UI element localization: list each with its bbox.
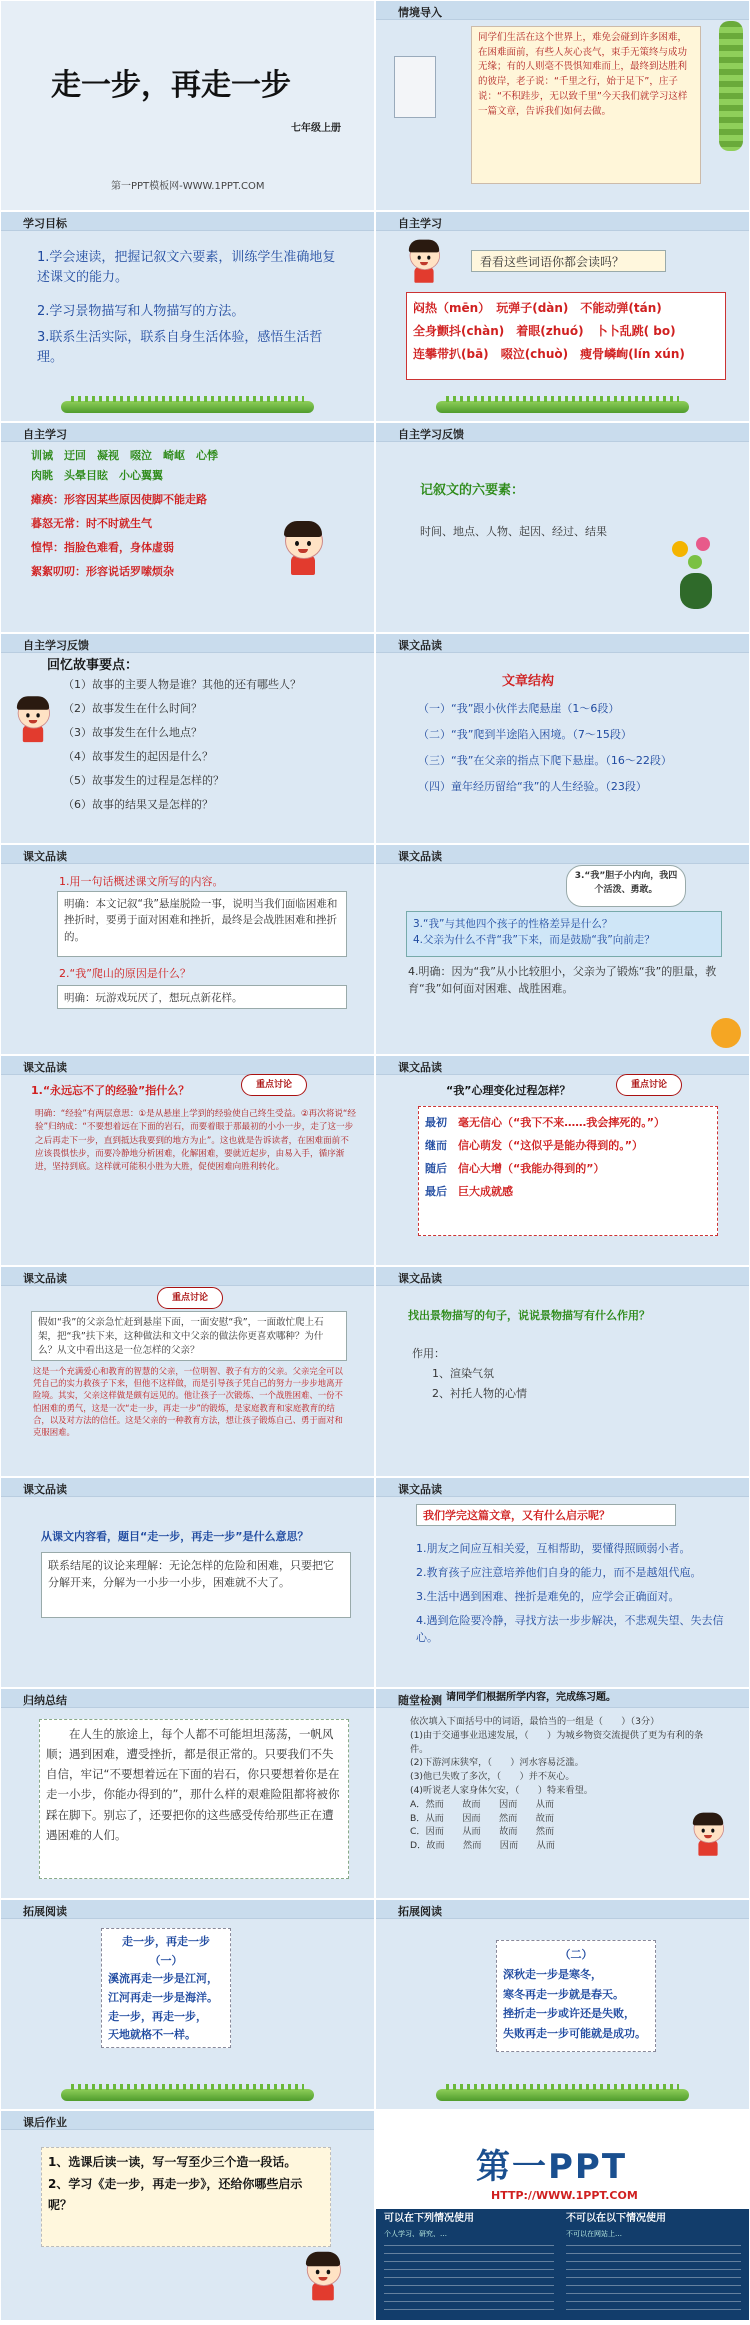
poem-line: 走一步，再走一步， [108, 2009, 207, 2023]
photo-frame [394, 56, 436, 118]
quiz-line: 依次填入下面括号中的词语，最恰当的一组是（ ）（3分） [410, 1716, 660, 1727]
usage-right-sub: 不可以在网站上… [566, 2230, 622, 2238]
inspiration-4: 4.遇到危险要冷静，寻找方法一步步解决，不悲观失望、失去信心。 [416, 1614, 724, 1645]
def-4: 絮絮叨叨：形容说话罗嗦烦杂 [31, 565, 174, 578]
goal-3: 3.联系生活实际，联系自身生活体验，感悟生活哲理。 [37, 330, 323, 366]
slide-psychology[interactable] [375, 1055, 750, 1266]
inspiration-1: 1.朋友之间应互相关爱，互相帮助，要懂得照顾弱小者。 [416, 1542, 691, 1555]
usage-right-title: 不可以在以下情况使用 [566, 2213, 666, 2224]
intro-box: 同学们生活在这个世界上，难免会碰到许多困难，在困难面前，有些人灰心丧气，束手无策终与成功无缘；有的人则毫不畏惧知难而上，最终到达胜利的彼岸，老子说：“千里之行，始于足下”，庄子说：“不积跬步，无以致千里”今天我们就学习这样一篇文章，告诉我们如何去做。 [471, 26, 701, 184]
usage-left-sub: 个人学习、研究、… [384, 2230, 447, 2238]
cartoon-boy [14, 698, 51, 742]
goal-2: 2.学习景物描写和人物描写的方法。 [37, 304, 245, 319]
brand-logo: 第一PPT [476, 2147, 628, 2187]
usage-panel [376, 2209, 750, 2321]
slide-inspiration[interactable] [375, 1477, 750, 1688]
discussion-tag: 重点讨论 [157, 1287, 223, 1309]
quiz-option: D．故而 然而 因而 从而 [410, 1840, 555, 1852]
word-row-1: 闷热（mēn） 玩弹子(dàn) 不能动弹(tán) [413, 301, 662, 315]
slide-summary[interactable] [0, 1688, 375, 1899]
slide-brand[interactable] [375, 2110, 750, 2321]
poem-box-2 [496, 1940, 656, 2052]
structure-title: 文章结构 [502, 674, 555, 689]
answer-2: 明确：玩游戏玩厌了，想玩点新花样。 [57, 985, 347, 1009]
words-line-1: 训诫 迂回 凝视 啜泣 崎岖 心悸 [31, 449, 218, 462]
link-list-left [384, 2245, 554, 2315]
word-row-3: 连攀带扒(bā) 啜泣(chuò) 瘦骨嶙峋(lín xún) [413, 346, 685, 361]
elements-title: 记叙文的六要素： [420, 483, 525, 498]
def-3: 惶悍：指脸色难看，身体虚弱 [31, 541, 174, 554]
slide-title-meaning[interactable] [0, 1477, 375, 1688]
grade: 七年级上册 [291, 123, 341, 134]
homework-1: 1、选课后读一读，写一写至少三个造一段话。 [48, 2155, 297, 2169]
slide-goals[interactable] [0, 211, 375, 422]
slide-reading-2[interactable] [375, 844, 750, 1055]
meaning-question: 从课文内容看，题目“走一步，再走一步”是什么意思？ [41, 1530, 309, 1543]
prompt-box: 看看这些词语你都会读吗？ [471, 250, 666, 272]
slide-header: 课文品读 [1, 1267, 374, 1286]
slide-title[interactable] [0, 0, 375, 211]
slide-header: 拓展阅读 [376, 1900, 749, 1919]
footer-text: 第一PPT模板网-WWW.1PPT.COM [111, 181, 265, 192]
poem-line: 江河再走一步是海洋。 [108, 1991, 218, 2005]
quiz-title: 请同学们根据所学内容，完成练习题。 [446, 1692, 616, 1703]
question-4: 4.父亲为什么不背“我”下来，而是鼓励“我”向前走？ [413, 934, 655, 947]
cartoon-boy [281, 523, 325, 575]
slide-header: 归纳总结 [1, 1689, 374, 1708]
psych-row-4: 最后 巨大成就感 [425, 1185, 513, 1199]
function-2: 2、衬托人物的心情 [432, 1387, 527, 1400]
question-3: 3.“我”与其他四个孩子的性格差异是什么？ [413, 918, 613, 930]
quiz-line: (4)听说老人家身体欠安，（ ）特来看望。 [410, 1784, 593, 1796]
slide-vocab[interactable] [0, 422, 375, 633]
brand-url: HTTP://WWW.1PPT.COM [491, 2189, 638, 2202]
slide-quiz[interactable] [375, 1688, 750, 1899]
slide-six-elements[interactable] [375, 422, 750, 633]
cartoon-boy [406, 241, 441, 283]
psychology-box [418, 1106, 718, 1236]
slide-scenery[interactable] [375, 1266, 750, 1477]
structure-4: （四）童年经历留给“我”的人生经验。（23段） [418, 780, 647, 793]
slide-header: 课文品读 [376, 634, 749, 653]
slide-reading-1[interactable] [0, 844, 375, 1055]
psych-row-2: 继而 信心萌发（“这似乎是能办得到的。”） [425, 1139, 643, 1153]
point-6: （6）故事的结果又是怎样的？ [63, 798, 213, 811]
answer-1: 明确：本文记叙“我”悬崖脱险一事，说明当我们面临困难和挫折时，要勇于面对困难和挫折，最终是会战胜困难和挫折的。 [57, 891, 347, 957]
slide-homework[interactable] [0, 2110, 375, 2321]
words-line-2: 肉眺 头晕目眩 小心翼翼 [31, 469, 163, 482]
quiz-lines [410, 1715, 710, 1853]
slide-father[interactable] [0, 1266, 375, 1477]
ribbon-badge [711, 1018, 741, 1048]
father-question: 假如“我”的父亲急忙赶到悬崖下面，一面安慰“我”，一面敢忙爬上石架，把“我”扶下来，这种做法和文中父亲的做法你更喜欢哪种？为什么？从文中看出这是一位怎样的父亲？ [31, 1311, 347, 1361]
slide-header: 自主学习 [1, 423, 374, 442]
poem-line: 寒冬再走一步就是春天。 [503, 1987, 624, 2001]
psych-row-3: 随后 信心大增（“我能办得到的”） [425, 1162, 605, 1176]
slide-story-points[interactable] [0, 633, 375, 844]
slide-header: 课后作业 [1, 2111, 374, 2130]
slide-header: 课文品读 [1, 1478, 374, 1497]
psych-row-1: 最初 毫无信心（“我下不来……我会摔死的。”） [425, 1116, 665, 1129]
poem-line: 走一步，再走一步 [122, 1935, 210, 1948]
discussion-tag: 重点讨论 [616, 1074, 682, 1096]
scenery-question: 找出景物描写的句子，说说景物描写有什么作用？ [408, 1309, 650, 1322]
question-1: 1.用一句话概述课文所写的内容。 [59, 875, 224, 888]
slide-header: 拓展阅读 [1, 1900, 374, 1919]
father-answer: 这是一个充满爱心和教育的智慧的父亲，一位明智、教子有方的父亲。父亲完全可以凭自己的实力救孩子下来，但他不这样做，而是引导孩子凭自己的努力一步步地离开险境。其实，父亲这样做是颇有远见的。他让孩子一次锻炼、一个战胜困难、一份不怕困难的勇气，这是一次“走一步，再走一步”的锻炼，是家庭教育和家庭教育的结合，以及对方法的信任。这是父亲的一种教育方法，想让孩子锻炼自己、勇于面对和克服困难。 [33, 1366, 343, 1437]
slide-words-read[interactable] [375, 211, 750, 422]
hint-bubble: 3.“我”胆子小内向，我四个活泼、勇敢。 [566, 865, 686, 907]
slide-header: 课文品读 [376, 845, 749, 864]
point-2: （2）故事发生在什么时间？ [63, 702, 202, 715]
def-1: 瘫痪：形容因某些原因使脚不能走路 [31, 493, 207, 506]
quiz-line: (2)下游河床狭窄，（ ）河水容易泛滥。 [410, 1757, 584, 1769]
grass-decoration [61, 401, 314, 413]
experience-question: 1.“永远忘不了的经验”指什么？ [31, 1084, 190, 1097]
goal-1: 1.学会速读，把握记叙文六要素，训练学生准确地复述课文的能力。 [37, 250, 336, 286]
homework-box [41, 2147, 331, 2247]
meaning-answer: 联系结尾的议论来理解：无论怎样的危险和困难，只要把它分解开来，分解为一小步一小步，困难就不大了。 [41, 1552, 351, 1618]
poem-line: 天地就格不一样。 [108, 2028, 196, 2042]
flower-pot [666, 533, 726, 613]
slide-extended-2[interactable] [375, 1899, 750, 2110]
experience-answer: 明确：“经验”有两层意思：①是从悬崖上学到的经验使自己终生受益。②再次将说“经验”归纳成：“不要想着远在下面的岩石，而要着眼于那最初的小小一步，走了这一步之后再走下一步，直到抵达我要到的地方为止”。这也就是告诉读者，在困难面前不应该畏惧怯步，而要冷静地分析困难，化解困难，要就近起步，由易入手，循序渐进，坚持到底。这样就可能积小胜为大胜，促使困难向胜利转化。 [35, 1109, 356, 1173]
slide-header: 课文品读 [376, 1267, 749, 1286]
questions-box [406, 911, 722, 957]
point-1: （1）故事的主要人物是谁？其他的还有哪些人？ [63, 678, 301, 691]
grass-decoration [436, 401, 689, 413]
structure-2: （二）“我”爬到半途陷入困境。（7～15段） [418, 728, 632, 741]
slide-header: 随堂检测 [376, 1689, 749, 1708]
elements-body: 时间、地点、人物、起因、经过、结果 [420, 525, 607, 538]
grass-decoration [436, 2089, 689, 2101]
slide-header: 自主学习 [376, 212, 749, 231]
slide-header: 自主学习反馈 [1, 634, 374, 653]
point-3: （3）故事发生在什么地点？ [63, 726, 202, 739]
function-label: 作用： [412, 1347, 445, 1360]
summary-box: 在人生的旅途上，每个人都不可能坦坦荡荡，一帆风顺；遇到困难，遭受挫折，都是很正常的。只要我们不失自信，牢记“不要想着远在下面的岩石，你只要想着你是在走一小步，你能办得到的”，那什么样的艰难险阻都将被你踩在脚下。别忘了，还要把你的这些感受传给那些正在遭遇困难的人们。 [39, 1719, 349, 1879]
homework-2: 2、学习《走一步，再走一步》，还给你哪些启示呢？ [48, 2176, 303, 2213]
slide-header: 课文品读 [376, 1056, 749, 1075]
poem-line: （二） [559, 1948, 593, 1961]
poem-line: 失败再走一步可能就是成功。 [503, 2027, 646, 2041]
slide-header: 情境导入 [376, 1, 749, 20]
slide-header: 课文品读 [1, 1056, 374, 1075]
quiz-line: (1)由于交通事业迅速发展，（ ）为城乡物资交流提供了更为有利的条件。 [410, 1729, 704, 1755]
quiz-line: (3)他已失败了多次，（ ）并不灰心。 [410, 1771, 575, 1783]
inspiration-title: 我们学完这篇文章，又有什么启示呢？ [416, 1504, 676, 1526]
function-1: 1、渲染气氛 [432, 1367, 494, 1380]
def-2: 暮怒无常：时不时就生气 [31, 517, 152, 530]
quiz-option: A．然而 故而 因而 从而 [410, 1798, 555, 1810]
slide-header: 课文品读 [376, 1478, 749, 1497]
quiz-option: B．从而 因而 然而 故而 [410, 1812, 555, 1824]
title: 走一步，再走一步 [51, 68, 291, 103]
slide-header: 自主学习反馈 [376, 423, 749, 442]
slide-header: 课文品读 [1, 845, 374, 864]
point-4: （4）故事发生的起因是什么？ [63, 750, 213, 763]
question-2: 2.“我”爬山的原因是什么？ [59, 967, 191, 980]
grass-decoration [61, 2089, 314, 2101]
structure-3: （三）“我”在父亲的指点下爬下悬崖。（16～22段） [418, 754, 672, 767]
usage-left-title: 可以在下列情况使用 [384, 2213, 474, 2224]
poem-line: （一） [149, 1953, 183, 1967]
poem-line: 挫折走一步或许还是失败， [503, 2007, 635, 2021]
words-box [406, 292, 726, 380]
link-list-right [566, 2245, 741, 2315]
slide-intro[interactable] [375, 0, 750, 211]
cartoon-boy [690, 1814, 725, 1856]
inspiration-2: 2.教育孩子应注意培养他们自身的能力，而不是越俎代庖。 [416, 1566, 702, 1579]
poem-line: 溪流再走一步是江河， [108, 1972, 218, 1986]
answer-4: 4.明确：因为“我”从小比较胆小，父亲为了锻炼“我”的胆量，教育“我”如何面对困难、战胜困难。 [408, 965, 717, 996]
quiz-option: C．因而 从而 故而 然而 [410, 1826, 555, 1838]
points-title: 回忆故事要点： [47, 658, 139, 673]
word-row-2: 全身颤抖(chàn) 着眼(zhuó) 卜卜乱跳( bo) [413, 323, 676, 338]
psychology-title: “我”心理变化过程怎样？ [446, 1084, 571, 1097]
slide-experience[interactable] [0, 1055, 375, 1266]
point-5: （5）故事发生的过程是怎样的？ [63, 774, 224, 787]
inspiration-3: 3.生活中遇到困难、挫折是难免的，应学会正确面对。 [416, 1590, 680, 1603]
cartoon-boy [303, 2254, 343, 2301]
vine-decoration [719, 21, 743, 151]
structure-1: （一）“我”跟小伙伴去爬悬崖（1～6段） [418, 702, 620, 715]
slide-structure[interactable] [375, 633, 750, 844]
poem-box-1 [101, 1928, 231, 2048]
slide-header: 学习目标 [1, 212, 374, 231]
poem-line: 深秋走一步是寒冬， [503, 1967, 602, 1981]
slide-extended-1[interactable] [0, 1899, 375, 2110]
discussion-tag: 重点讨论 [241, 1074, 307, 1096]
